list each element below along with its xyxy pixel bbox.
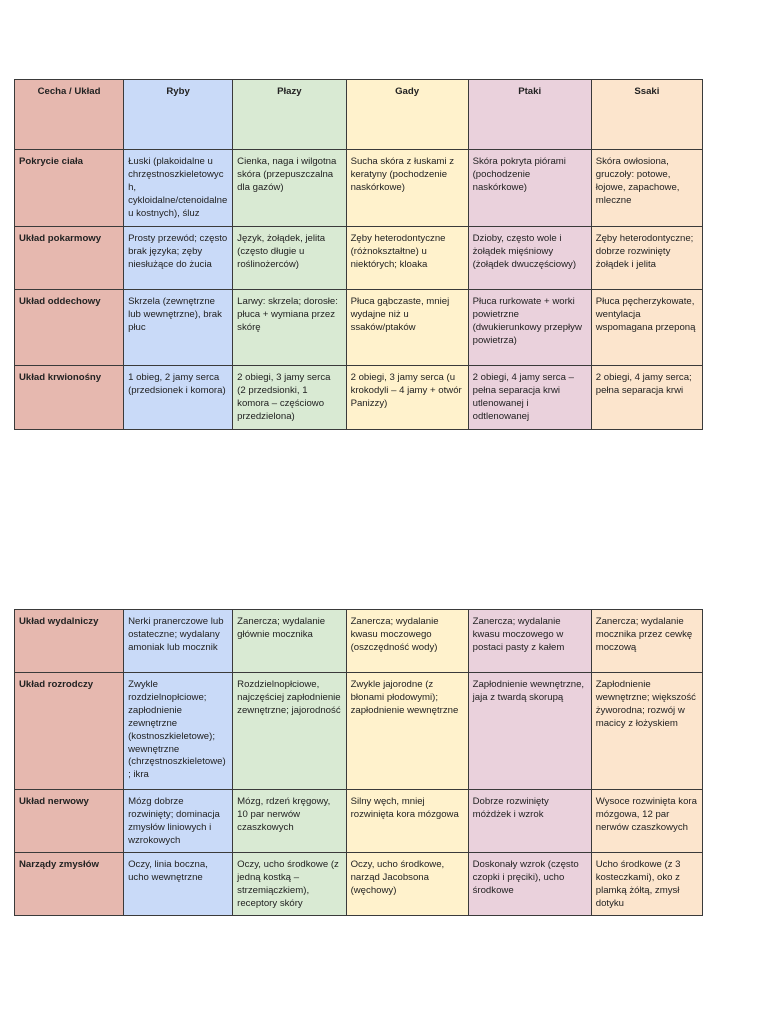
- table-row: [15, 290, 703, 366]
- table-cell: Dobrze rozwinięty móżdżek i wzrok: [468, 790, 591, 853]
- table-row: [15, 150, 703, 227]
- table-cell: Łuski (plakoidalne u chrzęstnoszkieletowych, cykloidalne/ctenoidalne u kostnych), śluz: [124, 150, 233, 227]
- table-cell: Płuca rurkowate + worki powietrzne (dwukierunkowy przepływ powietrza): [468, 290, 591, 366]
- table-cell: Rozdzielnopłciowe, najczęściej zapłodnienie zewnętrzne; jajorodność: [233, 673, 346, 790]
- table-cell: Cienka, naga i wilgotna skóra (przepuszczalna dla gazów): [233, 150, 346, 227]
- table-cell: Zanercza; wydalanie głównie mocznika: [233, 610, 346, 673]
- table-cell: Oczy, linia boczna, ucho wewnętrzne: [124, 853, 233, 916]
- row-label: Układ krwionośny: [15, 366, 124, 430]
- table-cell: Zanercza; wydalanie kwasu moczowego (oszczędność wody): [346, 610, 468, 673]
- table-cell: Mózg dobrze rozwinięty; dominacja zmysłów liniowych i wzrokowych: [124, 790, 233, 853]
- table-row: [15, 673, 703, 790]
- table-row: [15, 366, 703, 430]
- header-amphibians: Płazy: [233, 80, 346, 150]
- row-label: Układ pokarmowy: [15, 227, 124, 290]
- header-birds: Ptaki: [468, 80, 591, 150]
- table-cell: Oczy, ucho środkowe, narząd Jacobsona (węchowy): [346, 853, 468, 916]
- table-cell: Ucho środkowe (z 3 kosteczkami), oko z plamką żółtą, zmysł dotyku: [591, 853, 702, 916]
- table-cell: 2 obiegi, 3 jamy serca (u krokodyli – 4 jamy + otwór Panizzy): [346, 366, 468, 430]
- table-cell: Zęby heterodontyczne (różnokształtne) u niektórych; kloaka: [346, 227, 468, 290]
- table-cell: Sucha skóra z łuskami z keratyny (pochodzenie naskórkowe): [346, 150, 468, 227]
- table-cell: 2 obiegi, 4 jamy serca; pełna separacja krwi: [591, 366, 702, 430]
- table-cell: Skóra owłosiona, gruczoły: potowe, łojowe, zapachowe, mleczne: [591, 150, 702, 227]
- row-label: Układ nerwowy: [15, 790, 124, 853]
- table-cell: Oczy, ucho środkowe (z jedną kostką – strzemiączkiem), receptory skóry: [233, 853, 346, 916]
- table-row: [15, 790, 703, 853]
- table-cell: Zęby heterodontyczne; dobrze rozwinięty żołądek i jelita: [591, 227, 702, 290]
- table-cell: Prosty przewód; często brak języka; zęby niesłużące do żucia: [124, 227, 233, 290]
- row-label: Układ wydalniczy: [15, 610, 124, 673]
- comparison-table-bottom: [14, 609, 703, 916]
- table-cell: Skóra pokryta piórami (pochodzenie naskórkowe): [468, 150, 591, 227]
- table-cell: Nerki pranerczowe lub ostateczne; wydalany amoniak lub mocznik: [124, 610, 233, 673]
- header-trait: Cecha / Układ: [15, 80, 124, 150]
- table-row: [15, 853, 703, 916]
- table-cell: Płuca pęcherzykowate, wentylacja wspomagana przeponą: [591, 290, 702, 366]
- table-cell: Dzioby, często wole i żołądek mięśniowy (żołądek dwuczęściowy): [468, 227, 591, 290]
- row-label: Układ rozrodczy: [15, 673, 124, 790]
- table-cell: Doskonały wzrok (często czopki i pręciki), ucho środkowe: [468, 853, 591, 916]
- table-cell: Zanercza; wydalanie mocznika przez cewkę moczową: [591, 610, 702, 673]
- table-cell: Mózg, rdzeń kręgowy, 10 par nerwów czaszkowych: [233, 790, 346, 853]
- table-cell: Zapłodnienie wewnętrzne; większość żyworodna; rozwój w macicy z łożyskiem: [591, 673, 702, 790]
- table-cell: 2 obiegi, 3 jamy serca (2 przedsionki, 1 komora – częściowo przedzielona): [233, 366, 346, 430]
- table-cell: Wysoce rozwinięta kora mózgowa, 12 par nerwów czaszkowych: [591, 790, 702, 853]
- header-mammals: Ssaki: [591, 80, 702, 150]
- table-cell: Płuca gąbczaste, mniej wydajne niż u ssaków/ptaków: [346, 290, 468, 366]
- table-cell: Skrzela (zewnętrzne lub wewnętrzne), brak płuc: [124, 290, 233, 366]
- table-cell: Zwykle rozdzielnopłciowe; zapłodnienie zewnętrzne (kostnoszkieletowe); wewnętrzne (chrzęstnoszkieletowe); ikra: [124, 673, 233, 790]
- header-fish: Ryby: [124, 80, 233, 150]
- table-cell: Zwykle jajorodne (z błonami płodowymi); zapłodnienie wewnętrzne: [346, 673, 468, 790]
- table-cell: 2 obiegi, 4 jamy serca – pełna separacja krwi utlenowanej i odtlenowanej: [468, 366, 591, 430]
- table-cell: Silny węch, mniej rozwinięta kora mózgowa: [346, 790, 468, 853]
- table-cell: Język, żołądek, jelita (często długie u roślinożerców): [233, 227, 346, 290]
- row-label: Narządy zmysłów: [15, 853, 124, 916]
- header-row: [15, 80, 703, 150]
- table-row: [15, 227, 703, 290]
- table-cell: Zapłodnienie wewnętrzne, jaja z twardą skorupą: [468, 673, 591, 790]
- table-row: [15, 610, 703, 673]
- header-reptiles: Gady: [346, 80, 468, 150]
- table-cell: Zanercza; wydalanie kwasu moczowego w postaci pasty z kałem: [468, 610, 591, 673]
- table-cell: 1 obieg, 2 jamy serca (przedsionek i komora): [124, 366, 233, 430]
- comparison-table-top: [14, 79, 703, 430]
- row-label: Układ oddechowy: [15, 290, 124, 366]
- table-cell: Larwy: skrzela; dorosłe: płuca + wymiana przez skórę: [233, 290, 346, 366]
- row-label: Pokrycie ciała: [15, 150, 124, 227]
